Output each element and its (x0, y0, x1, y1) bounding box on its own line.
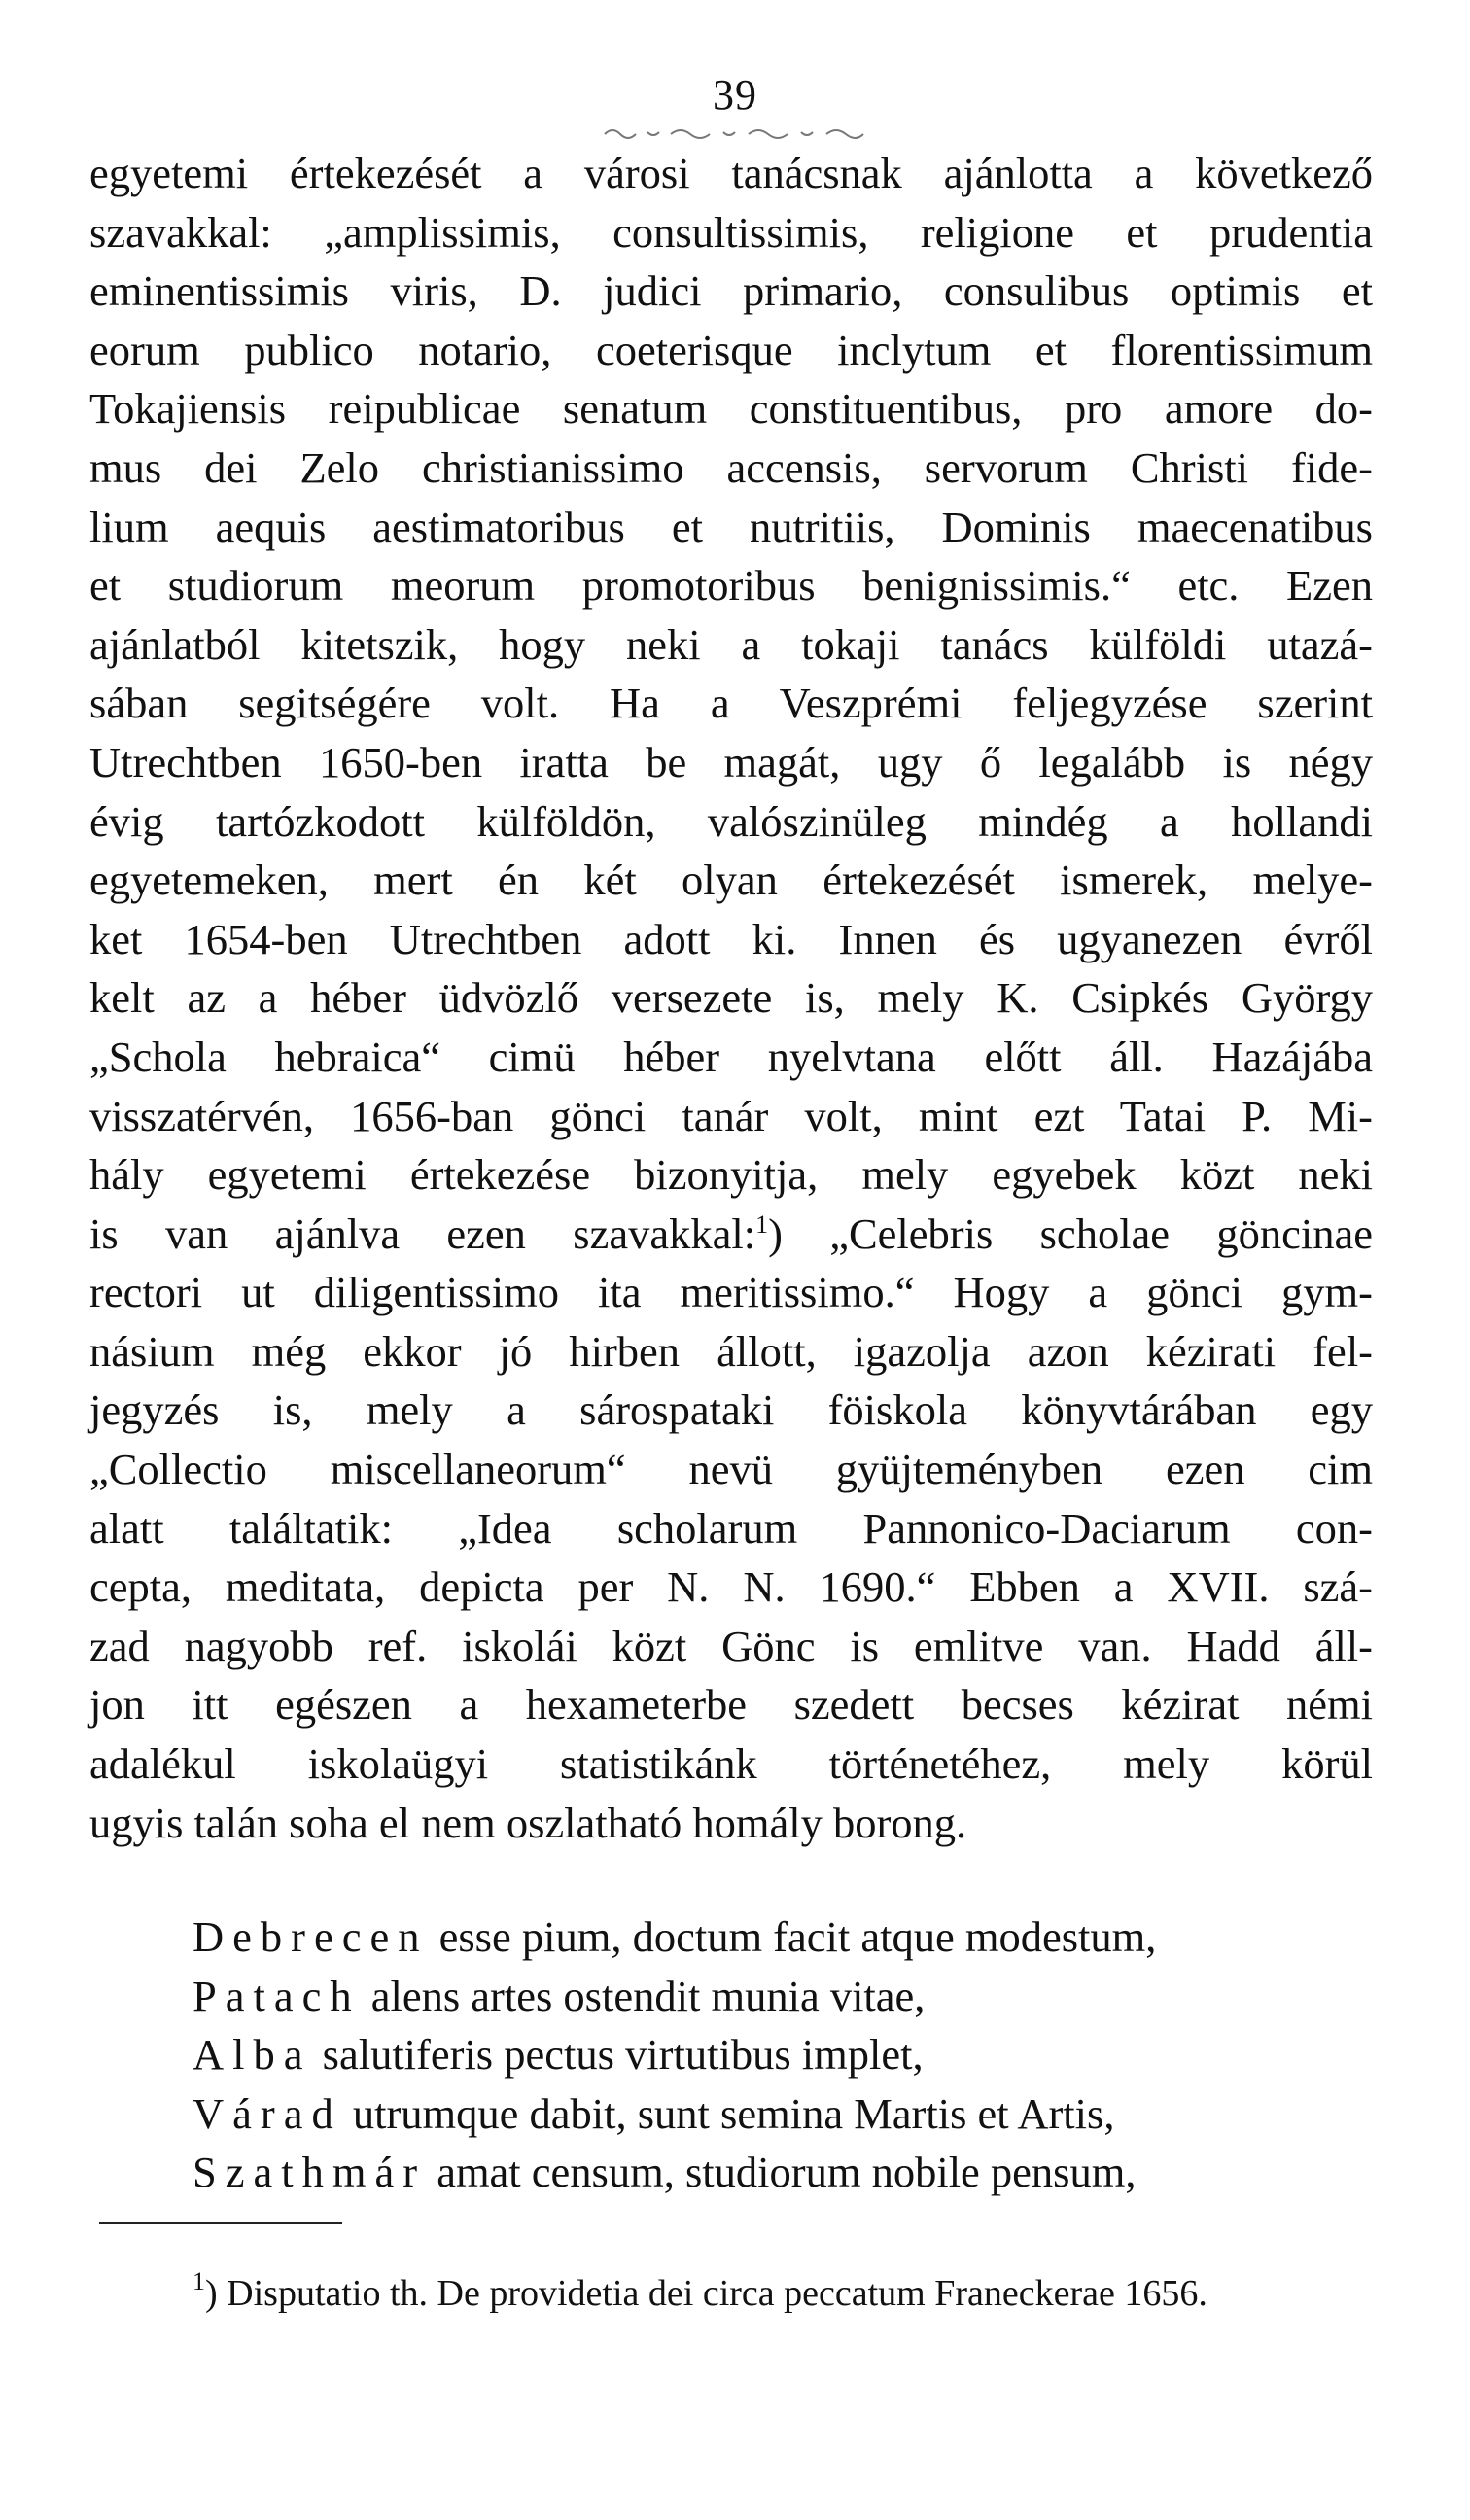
text-line: adalékul iskolaügyi statistikánk történetéhez, mely körül (89, 1739, 1373, 1789)
verse-city: Szathmár (192, 2148, 427, 2197)
text-line: eorum publico notario, coeterisque inclytum et florentissimum (89, 325, 1373, 374)
verse-text: amat censum, studiorum nobile pensum, (426, 2148, 1137, 2197)
footnote-text: ) Disputatio th. De providetia dei circa peccatum Franeckerae 1656. (205, 2273, 1208, 2314)
hexameter-verse (192, 1908, 1359, 2202)
text-line: násium még ekkor jó hirben állott, igazolja azon kézirati fel- (89, 1326, 1373, 1376)
text-line: lium aequis aestimatoribus et nutritiis, Dominis maecenatibus (89, 502, 1373, 551)
text-line: „Collectio miscellaneorum“ nevü gyüjteményben ezen cim (89, 1445, 1373, 1494)
verse-line (192, 1908, 1359, 1967)
text-line: rectori ut diligentissimo ita meritissimo.“ Hogy a gönci gym- (89, 1268, 1373, 1317)
text-line: ket 1654-ben Utrechtben adott ki. Innen és ugyanezen évről (89, 914, 1373, 963)
footnote-reference: 1 (755, 1209, 769, 1239)
text-line: eminentissimis viris, D. judici primario, consulibus optimis et (89, 266, 1373, 316)
text-line: jon itt egészen a hexameterbe szedett becses kézirat némi (89, 1680, 1373, 1730)
verse-text: alens artes ostendit munia vitae, (360, 1971, 926, 2020)
text-line: ajánlatból kitetszik, hogy neki a tokaji tanács külföldi utazá- (89, 619, 1373, 669)
page-number-ornament (603, 124, 865, 140)
text-line: cepta, meditata, depicta per N. N. 1690.“ Ebben a XVII. szá- (89, 1562, 1373, 1612)
verse-line (192, 2143, 1359, 2202)
verse-line (192, 1967, 1359, 2026)
text-line: Utrechtben 1650-ben iratta be magát, ugy ő legalább is négy (89, 737, 1373, 787)
text-line: jegyzés is, mely a sárospataki föiskola könyvtárában egy (89, 1385, 1373, 1435)
verse-city: Várad (192, 2088, 342, 2138)
verse-line (192, 2084, 1359, 2144)
verse-text: esse pium, doctum facit atque modestum, (428, 1912, 1157, 1961)
text-line: ugyis talán soha el nem oszlatható homály borong. (89, 1798, 967, 1847)
verse-text: utrumque dabit, sunt semina Martis et Artis, (341, 2088, 1115, 2138)
text-line: zad nagyobb ref. iskolái közt Gönc is emlitve van. Hadd áll- (89, 1621, 1373, 1670)
verse-text: salutiferis pectus virtutibus implet, (311, 2030, 924, 2080)
text-line: Tokajiensis reipublicae senatum constituentibus, pro amore do- (89, 384, 1373, 434)
text-line-end: ) „Celebris scholae göncinae (768, 1208, 1374, 1258)
verse-city: Alba (192, 2030, 312, 2080)
text-line-with-footnote-ref (89, 1205, 1373, 1264)
text-line: et studiorum meorum promotoribus benignissimis.“ etc. Ezen (89, 561, 1373, 611)
verse-city: Patach (192, 1971, 361, 2020)
text-line: alatt találtatik: „Idea scholarum Pannonico-Daciarum con- (89, 1503, 1373, 1553)
text-line: egyetemeken, mert én két olyan értekezését ismerek, melye- (89, 856, 1373, 905)
footnote-marker: 1 (192, 2267, 205, 2295)
verse-line (192, 2025, 1359, 2084)
footnote-divider (99, 2222, 342, 2224)
text-line: szavakkal: „amplissimis, consultissimis, religione et prudentia (89, 207, 1373, 257)
text-line: mus dei Zelo christianissimo accensis, servorum Christi fide- (89, 442, 1373, 492)
text-line: kelt az a héber üdvözlő versezete is, mely K. Csipkés György (89, 973, 1373, 1023)
text-line: hály egyetemi értekezése bizonyitja, mely egyebek közt neki (89, 1150, 1373, 1200)
verse-city: Debrecen (192, 1912, 429, 1961)
main-text (89, 144, 1373, 1852)
text-line: sában segitségére volt. Ha a Veszprémi feljegyzése szerint (89, 679, 1373, 728)
page-number: 39 (713, 71, 757, 119)
text-line: évig tartózkodott külföldön, valószinüleg mindég a hollandi (89, 796, 1373, 846)
text-line: „Schola hebraica“ cimü héber nyelvtana előtt áll. Hazájába (89, 1032, 1373, 1081)
text-line-start: is van ajánlva ezen szavakkal: (89, 1208, 756, 1258)
text-line: egyetemi értekezését a városi tanácsnak ajánlotta a következő (89, 149, 1373, 197)
text-line: visszatérvén, 1656-ban gönci tanár volt, mint ezt Tatai P. Mi- (89, 1091, 1373, 1140)
footnote (192, 2269, 1208, 2318)
